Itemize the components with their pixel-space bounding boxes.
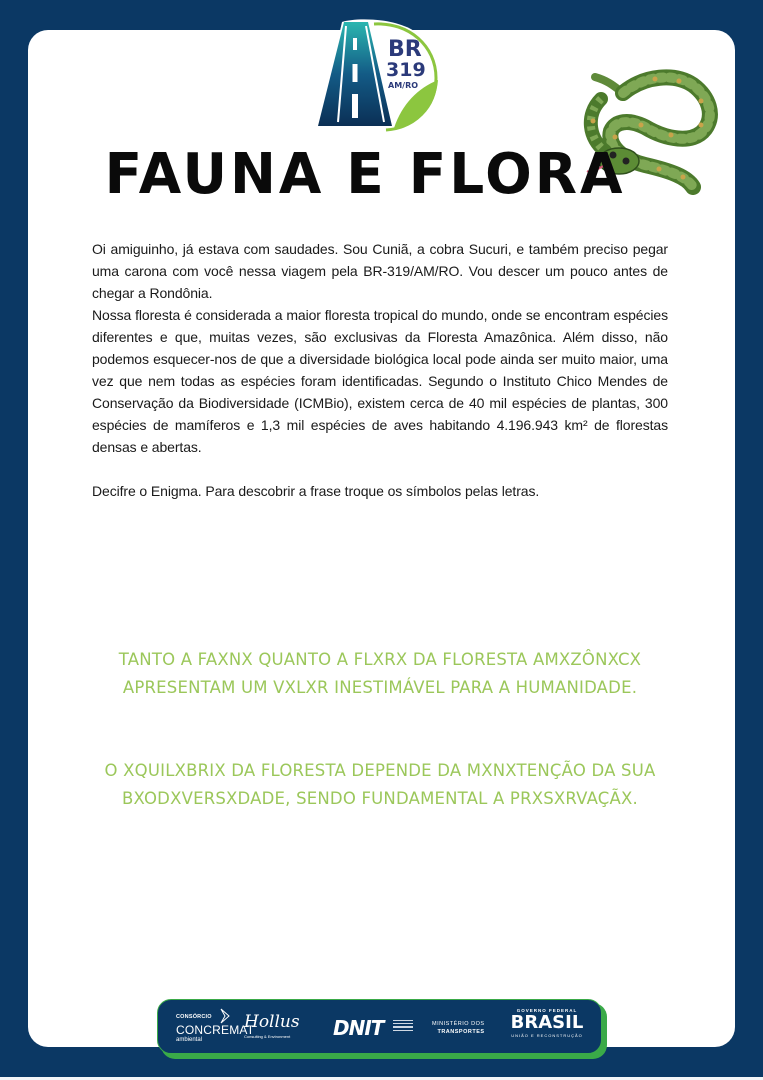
logo-319: 319 [386, 59, 426, 81]
dnit-logo: DNIT [333, 1016, 383, 1040]
dnit-text-lines [393, 1020, 413, 1033]
paragraph-instructions: Decifre o Enigma. Para descobrir a frase troque os símbolos pelas letras. [92, 483, 540, 499]
enigma-2-line-1: O XQUILXBRIX DA FLORESTA DEPENDE DA MXNXTENÇÃO DA SUA [104, 761, 656, 780]
br319-logo [314, 16, 444, 134]
logo-amro: AM/RO [388, 81, 419, 90]
sponsor-footer [157, 999, 602, 1054]
enigma-phrase-1 [60, 646, 700, 702]
intro-text [92, 238, 668, 502]
paragraph-forest: Nossa floresta é considerada a maior floresta tropical do mundo, onde se encontram espécies diferentes e que, muitas vezes, são exclusivas da Floresta Amazônica. Além disso, não podemos esquecer-nos de que a diversidade biológica local pode ainda ser muito maior, uma vez que nem todas as espécies foram identificadas. Segundo o Instituto Chico Mendes de Conservação da Biodiversidade (ICMBio), existem cerca de 40 mil espécies de plantas, 300 espécies de mamíferos e 1,3 mil espécies de aves habitando 4.196.943 km² de florestas densas e abertas. [92, 307, 668, 455]
concremat-logo: CONSÓRCIO CONCREMAT ambiental [176, 1014, 255, 1043]
logo-br: BR [388, 37, 422, 62]
governo-federal-logo: GOVERNO FEDERAL BRASIL UNIÃO E RECONSTRUÇÃO [510, 1008, 584, 1038]
enigma-phrase-2 [60, 757, 700, 813]
enigma-1-line-2: APRESENTAM UM VXLXR INESTIMÁVEL PARA A HUMANIDADE. [122, 678, 638, 697]
paragraph-intro: Oi amiguinho, já estava com saudades. Sou Cuniã, a cobra Sucuri, e também preciso pegar uma carona com você nessa viagem pela BR-319/AM/RO. Vou descer um pouco antes de chegar a Rondônia. [92, 241, 668, 301]
enigma-1-line-1: TANTO A FAXNX QUANTO A FLXRX DA FLORESTA AMXZÔNXCX [118, 650, 642, 669]
ministerio-transportes-logo: MINISTÉRIO DOS TRANSPORTES [432, 1021, 485, 1035]
enigma-2-line-2: BXODXVERSXDADE, SENDO FUNDAMENTAL A PRXSXRVAÇÃX. [122, 789, 638, 808]
concremat-icon [218, 1008, 232, 1024]
hollus-logo: Hollus Consulting & Environment [244, 1012, 300, 1039]
page-title: FAUNA E FLORA [104, 142, 626, 207]
